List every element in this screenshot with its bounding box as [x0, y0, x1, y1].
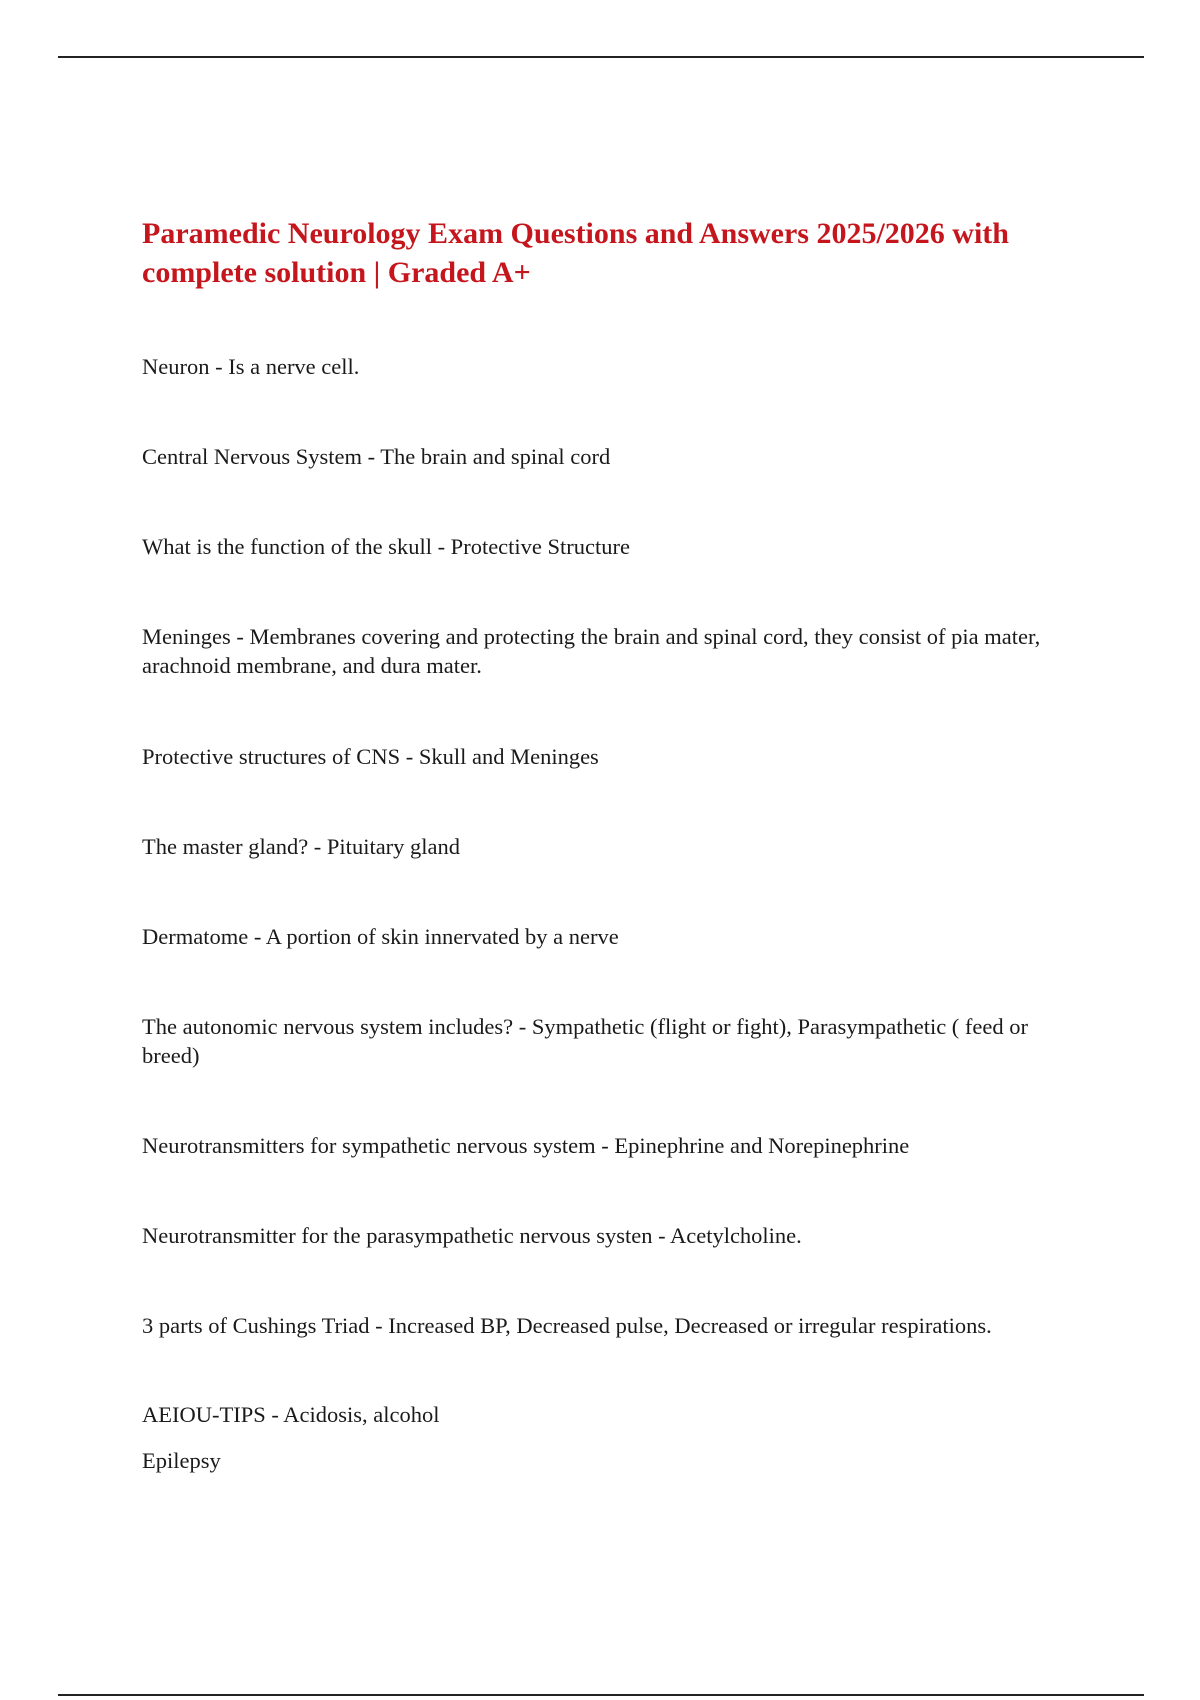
document-title: Paramedic Neurology Exam Questions and Answers 2025/2026 with complete solution | Graded A+	[142, 217, 1009, 289]
qa-entry: The master gland? - Pituitary gland	[142, 834, 461, 859]
qa-entry: Protective structures of CNS - Skull and Meninges	[142, 744, 599, 769]
qa-entry: Epilepsy	[142, 1448, 221, 1473]
bottom-divider	[58, 1694, 1144, 1696]
qa-entry: The autonomic nervous system includes? - Sympathetic (flight or fight), Parasympathetic ( feed or breed)	[142, 1014, 1029, 1068]
qa-entry: Neurotransmitter for the parasympathetic nervous systen - Acetylcholine.	[142, 1223, 802, 1248]
qa-entry: Meninges - Membranes covering and protecting the brain and spinal cord, they consist of pia mater, arachnoid membrane, and dura mater.	[142, 624, 1041, 678]
qa-entry: Central Nervous System - The brain and spinal cord	[142, 444, 611, 469]
qa-entry: Neuron - Is a nerve cell.	[142, 354, 360, 379]
qa-entry: Neurotransmitters for sympathetic nervous system - Epinephrine and Norepinephrine	[142, 1133, 910, 1158]
qa-entry: AEIOU-TIPS - Acidosis, alcohol	[142, 1402, 440, 1427]
top-divider	[58, 56, 1144, 58]
qa-entry: Dermatome - A portion of skin innervated by a nerve	[142, 924, 619, 949]
qa-entry: What is the function of the skull - Protective Structure	[142, 534, 631, 559]
qa-entry: 3 parts of Cushings Triad - Increased BP, Decreased pulse, Decreased or irregular respirations.	[142, 1313, 992, 1338]
